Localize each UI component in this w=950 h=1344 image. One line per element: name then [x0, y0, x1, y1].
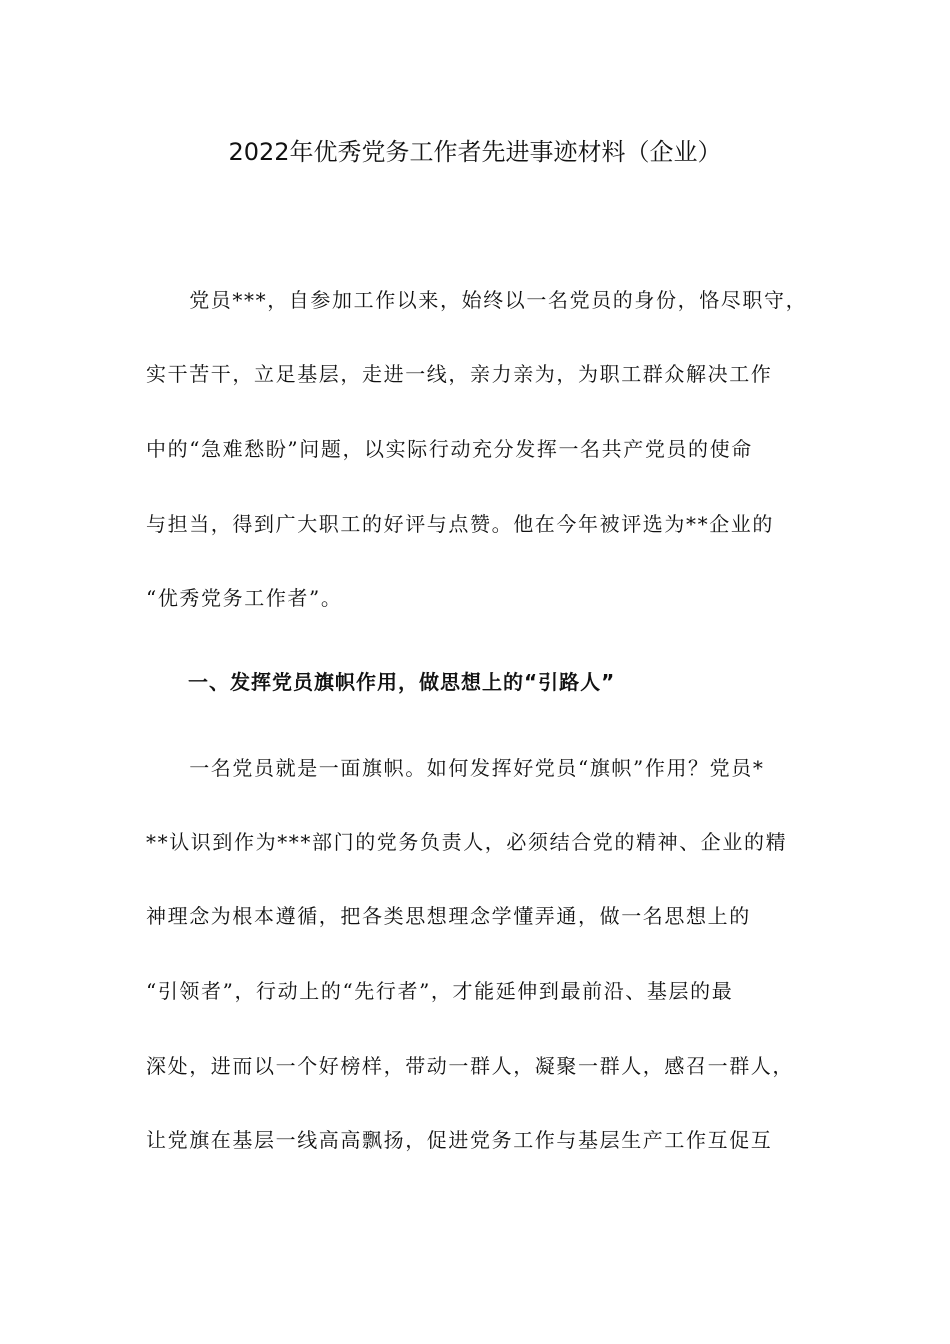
paragraph-line: 深处，进而以一个好榜样，带动一群人，凝聚一群人，感召一群人，	[146, 1054, 794, 1078]
paragraph-line: 让党旗在基层一线高高飘扬，促进党务工作与基层生产工作互促互	[146, 1128, 773, 1152]
paragraph-line: 神理念为根本遵循，把各类思想理念学懂弄通，做一名思想上的	[146, 904, 751, 928]
paragraph-line: “引领者”，行动上的“先行者”，才能延伸到最前沿、基层的最	[146, 979, 734, 1003]
paragraph-line: 一名党员就是一面旗帜。如何发挥好党员“旗帜”作用？党员*	[146, 756, 765, 780]
paragraph-line: 与担当，得到广大职工的好评与点赞。他在今年被评选为**企业的	[146, 512, 774, 536]
paragraph-line: **认识到作为***部门的党务负责人，必须结合党的精神、企业的精	[146, 830, 788, 854]
section-heading: 一、发挥党员旗帜作用，做思想上的“引路人”	[146, 670, 616, 694]
paragraph-line: 中的“急难愁盼”问题，以实际行动充分发挥一名共产党员的使命	[146, 437, 753, 461]
paragraph-line: “优秀党务工作者”。	[146, 586, 343, 610]
paragraph-line: 党员***，自参加工作以来，始终以一名党员的身份，恪尽职守，	[146, 288, 808, 312]
document-title: 2022年优秀党务工作者先进事迹材料（企业）	[228, 138, 722, 166]
paragraph-line: 实干苦干，立足基层，走进一线，亲力亲为，为职工群众解决工作	[146, 362, 773, 386]
